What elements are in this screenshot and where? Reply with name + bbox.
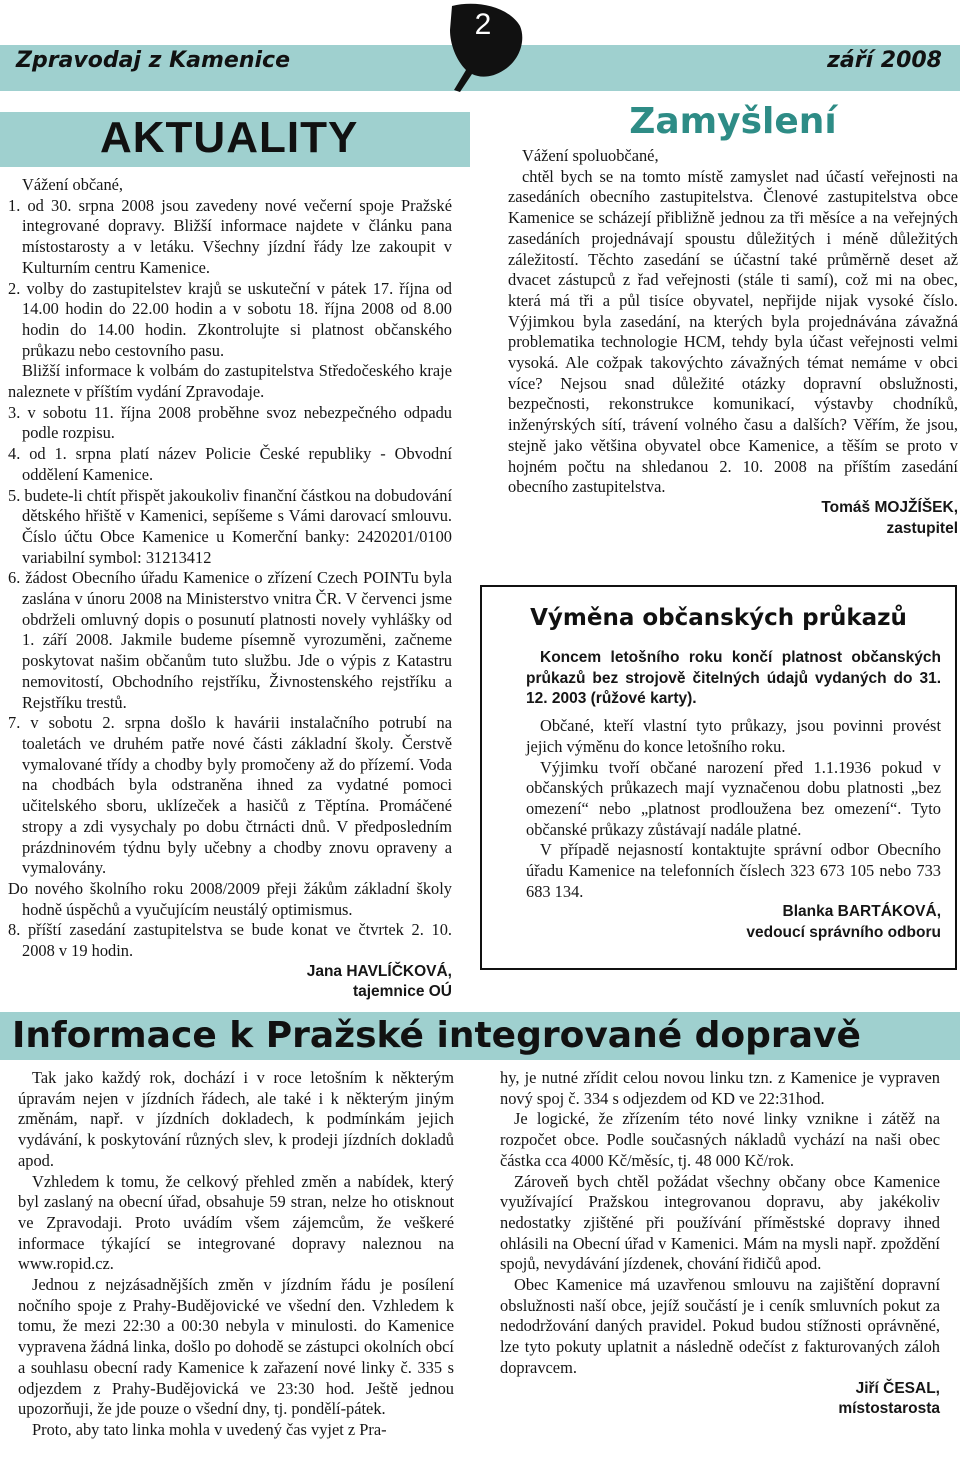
aktuality-item: 8. příští zasedání zastupitelstva se bude konat ve čtvrtek 2. 10. 2008 v 19 hodin. [8,920,452,961]
informace-signature-role: místostarosta [838,1400,940,1418]
aktuality-item: Do nového školního roku 2008/2009 přeji žákům základní školy hodně úspěchů a vyučujícím neustálý optimismus. [8,878,452,919]
aktuality-item: 1. od 30. srpna 2008 jsou zavedeny nové večerní spoje Pražské integrované dopravy. Bližší informace najdete v článku pana místostarosty a v letáku. Všechny jízdní řády lze zakoupit v Kulturním centru Kamenice. [8,195,452,277]
page-number: 2 [474,8,492,41]
informace-paragraph: Zároveň bych chtěl požádat všechny občany obce Kamenice využívající Pražskou integrovanou dopravu, aby jakékoliv nedostatky zjištěné při používání příměstské dopravy ihned ohlásili na Obecní úřad v Kamenici. Mám na mysli např. zpoždění spojů, nevydávání jízdenek, chování řidičů apod. [500,1171,940,1274]
zamysleni-title: Zamyšlení [629,101,837,142]
vymena-signature-name: Blanka BARTÁKOVÁ, [782,903,941,921]
zamysleni-column [508,146,958,539]
aktuality-item: 3. v sobotu 11. října 2008 proběhne svoz nebezpečného odpadu podle rozpisu. [8,402,452,443]
informace-paragraph: Jednou z nejzásadnějších změn v jízdním řádu je posílení nočního spoje z Prahy-Budějovické ve všední den. Vzhledem k tomu, že mezi 22:30 a 00:30 nebyla v minulosti. do Kamenice vypravena žádná linka, došlo po dohodě se zástupci okolních obcí a souhlasu obecní rady Kamenice k zařazení nové linky č. 335 s odjezdem z Prahy-Budějovická ve 23:30 hod. Ještě jednou upozorňuji, že jde pouze o všední dny, tj. pondělí-pátek. [18,1275,454,1419]
informace-signature-name: Jiří ČESAL, [855,1379,940,1397]
aktuality-column [8,175,452,1003]
informace-paragraph: Je logické, že zřízením této nové linky vznikne i zátěž na rozpočet obce. Podle současných nákladů vychází na naši obec částka cca 4000 Kč/měsíc, tj. 48 000 Kč/rok. [500,1109,940,1170]
aktuality-signature-role: tajemnice OÚ [352,983,452,1001]
aktuality-item: 7. v sobotu 2. srpna došlo k havárii instalačního potrubí na toaletách ve druhém patře nové části základní školy. Čerstvě vymalované třídy a chodby byly promočeny až do přízemí. Voda na chodbách byla odstraněna ihned za vydatné pomoci učitelského sboru, uklízeček a hasičů z Těptína. Promáčené stropy a zdi vysychaly po dobu čtrnácti dnů. V předposledním prázdninovém týdnu byly učebny a chodby znovu opraveny a vymalovány. [8,713,452,878]
aktuality-title: AKTUALITY [100,113,359,162]
vymena-intro: Koncem letošního roku končí platnost občanských průkazů bez strojově čitelných údajů vydaných do 31. 12. 2003 (růžové karty). [526,649,941,708]
vymena-title: Výměna občanských průkazů [530,605,907,631]
vymena-paragraph: Občané, kteří vlastní tyto průkazy, jsou povinni provést jejich výměnu do konce letošního roku. [526,716,941,756]
aktuality-item: 6. žádost Obecního úřadu Kamenice o zřízení Czech POINTu byla zaslána v únoru 2008 na Ministerstvo vnitra ČR. V červenci jsme obdrželi omluvný dopis o posunutí platnosti novely vyhlášky od 1. září 2008. Jakmile budeme písemně vyrozuměni, začneme poskytovat našim občanům tuto službu. Jde o výpis z Katastru nemovitostí, Obchodního rejstříku, Živnostenského rejstříku a Rejstříku trestů. [8,568,452,712]
newsletter-title: Zpravodaj z Kamenice [16,48,291,73]
informace-title: Informace k Pražské integrované dopravě [12,1015,861,1056]
aktuality-greeting: Vážení občané, [22,175,124,194]
informace-paragraph: Proto, aby tato linka mohla v uvedený čas vyjet z Pra- [32,1419,387,1439]
vymena-column [526,648,941,944]
zamysleni-signature-name: Tomáš MOJŽÍŠEK, [821,498,958,516]
vymena-signature-role: vedoucí správního odboru [746,924,941,942]
informace-paragraph: hy, je nutné zřídit celou novou linku tzn. z Kamenice je vypraven nový spoj č. 334 s odjezdem od KD ve 22:31hod. [500,1068,940,1108]
informace-left-column [18,1068,454,1441]
zamysleni-signature-role: zastupitel [886,519,958,537]
zamysleni-text: chtěl bych se na tomto místě zamyslet nad účastí veřejnosti na zasedáních obecního zastupitelstva. Členové zastupitelstva obce Kamenice se scházejí přibližně jednou za tři měsíce a na veřejných zasedáních projednávají spoustu důležitých i méně důležitých záležitostí. Těchto zasedání se účastní také průměrně deset až dvacet zástupců z řad veřejnosti (stále ti samí), což mi na obec, která má tři a půl tisíce obyvatel, nepřijde nijak vysoké číslo. Výjimkou byla zasedání, na kterých byla projednávána závažná problematika technologie HCM, tehdy byla účast veřejnosti velmi vysoká. Ale cožpak takovýchto závažných témat nemáme v obci více? Nejsou snad důležité otázky dopravní obslužnosti, bezpečnosti, rekonstrukce komunikací, výstavby chodníků, inženýrských sítí, trávení volného času a dalších? Věřím, že jsou, stejně jako většina obyvatel obce Kamenice, a těším se proto v hojném počtu na shledanou 2. 10. 2008 na příštím zasedání obecního zastupitelstva. [508,166,958,497]
aktuality-signature-name: Jana HAVLÍČKOVÁ, [306,962,452,980]
informace-paragraph: Obec Kamenice má uzavřenou smlouvu na zajištění dopravní obslužnosti naší obce, jejíž součástí je i ceník smluvních pokut za nedodržování daných pravidel. Pokud budou stížnosti oprávněné, lze tyto pokuty uplatnit a následně odečíst z fakturovaných záloh dopravcem. [500,1275,940,1377]
zamysleni-greeting: Vážení spoluobčané, [522,146,659,165]
vymena-paragraph: V případě nejasností kontaktujte správní odbor Obecního úřadu Kamenice na telefonních číslech 323 673 105 nebo 733 683 134. [526,840,941,901]
issue-date: září 2008 [827,48,942,73]
aktuality-item: 4. od 1. srpna platí název Policie České republiky - Obvodní oddělení Kamenice. [8,444,452,484]
aktuality-item: Bližší informace k volbám do zastupitelstva Středočeského kraje naleznete v příštím vydání Zpravodaje. [8,361,452,402]
aktuality-item: 2. volby do zastupitelstev krajů se uskuteční v pátek 17. října od 14.00 hodin do 22.00 hodin a v sobotu 18. října 2008 od 8.00 hodin do 14.00 hodin. Zkontrolujte si platnost občanského průkazu nebo cestovního pasu. [8,278,452,360]
vymena-paragraph: Výjimku tvoří občané narození před 1.1.1936 pokud v občanských průkazech mají vyznačenou dobu platnosti „bez omezení“ nebo „platnost prodloužena bez omezení“. Tyto občanské průkazy zůstávají nadále platné. [526,757,941,839]
aktuality-item: 5. budete-li chtít přispět jakoukoliv finanční částkou na dobudování dětského hřiště v Kamenici, sepíšeme s Vámi darovací smlouvu. Číslo účtu Obce Kamenice u Komerční banky: 2420201/0100 variabilní symbol: 31213412 [8,485,452,567]
informace-paragraph: Vzhledem k tomu, že celkový přehled změn a nabídek, který byl zaslaný na obecní úřad, obsahuje 59 stran, nelze ho otisknout ve Zpravodaji. Proto uvádím všem zájemcům, že veškeré informace týkající se integrované dopravy naleznou na www.ropid.cz. [18,1171,454,1274]
informace-right-column [500,1068,940,1420]
informace-paragraph: Tak jako každý rok, dochází i v roce letošním k některým úpravám nejen v jízdních řádech, ale také i k některým jiným změnám, např. v jízdních dokladech, k podmínkám jejich vydávání, k poskytování různých slev, k prodeji jízdních dokladů apod. [18,1068,454,1170]
